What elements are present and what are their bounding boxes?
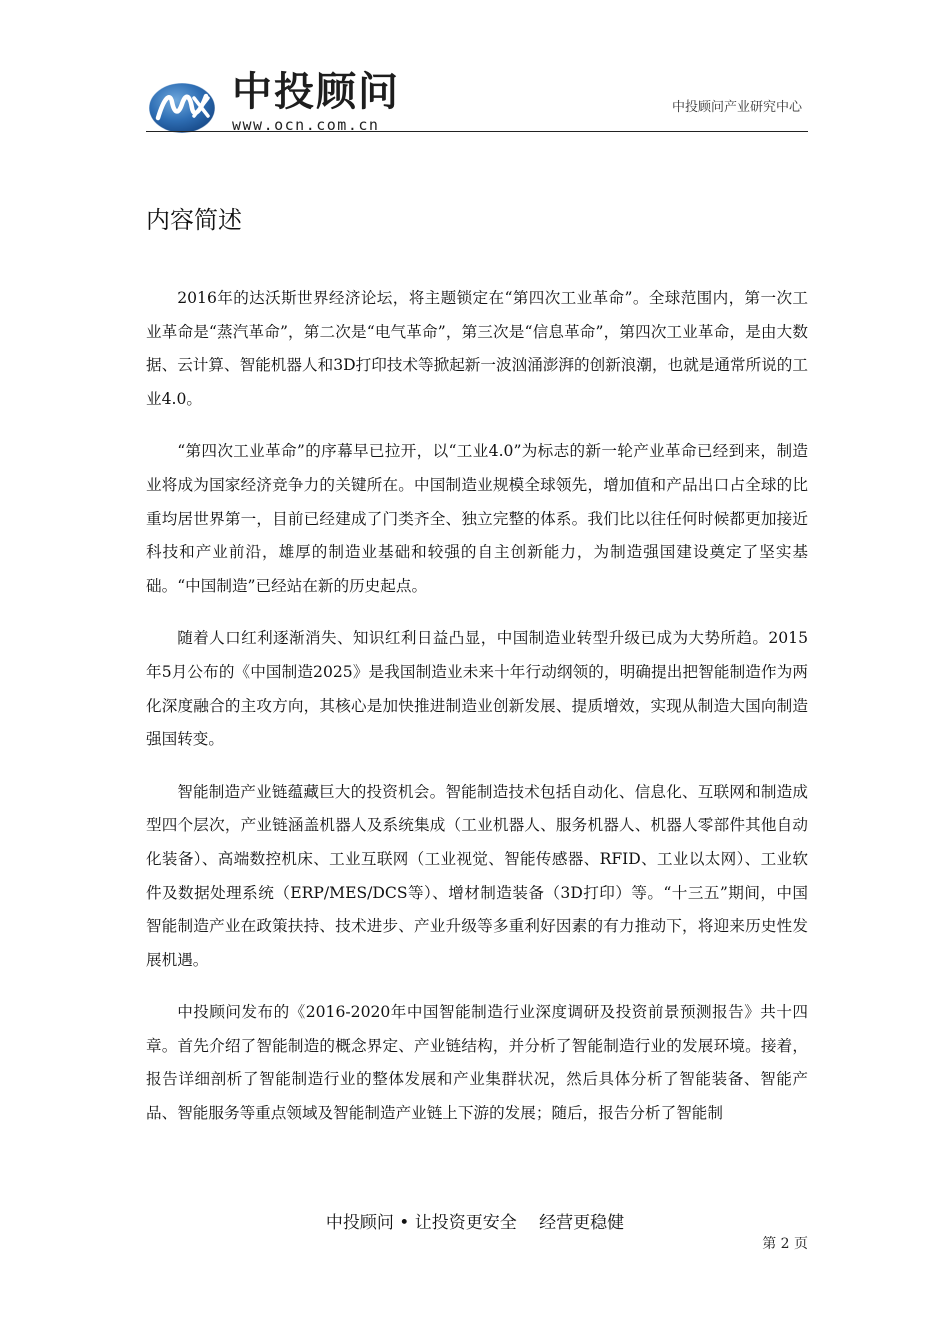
brand-name: 中投顾问: [232, 69, 400, 115]
paragraph: 2016年的达沃斯世界经济论坛，将主题锁定在“第四次工业革命”。全球范围内，第一次工业革命是“蒸汽革命”，第二次是“电气革命”，第三次是“信息革命”，第四次工业革命，是由大数据、云计算、智能机器人和3D打印技术等掀起新一波汹涌澎湃的创新浪潮，也就是通常所说的工业4.0。: [146, 289, 808, 408]
header-org-name: 中投顾问产业研究中心: [671, 100, 802, 115]
paragraph: 智能制造产业链蕴藏巨大的投资机会。智能制造技术包括自动化、信息化、互联网和制造成型四个层次，产业链涵盖机器人及系统集成（工业机器人、服务机器人、机器人零部件其他自动化装备）、高端数控机床、工业互联网（工业视觉、智能传感器、RFID、工业以太网）、工业软件及数据处理系统（ERP/MES/DCS等）、增材制造装备（3D打印）等。“十三五”期间，中国智能制造产业在政策扶持、技术进步、产业升级等多重利好因素的有力推动下，将迎来历史性发展机遇。: [146, 782, 808, 969]
paragraph: 随着人口红利逐渐消失、知识红利日益凸显，中国制造业转型升级已成为大势所趋。2015年5月公布的《中国制造2025》是我国制造业未来十年行动纲领的，明确提出把智能制造作为两化深度融合的主攻方向，其核心是加快推进制造业创新发展、提质增效，实现从制造大国向制造强国转变。: [146, 629, 808, 749]
page-header: [146, 68, 808, 134]
header-divider: [146, 131, 808, 132]
body-text: [146, 282, 808, 1150]
footer-slogan: 中投顾问 • 让投资更安全 经营更稳健: [325, 1213, 625, 1233]
paragraph: “第四次工业革命”的序幕早已拉开，以“工业4.0”为标志的新一轮产业革命已经到来，制造业将成为国家经济竞争力的关键所在。中国制造业规模全球领先，增加值和产品出口占全球的比重均居世界第一，目前已经建成了门类齐全、独立完整的体系。我们比以往任何时候都更加接近科技和产业前沿，雄厚的制造业基础和较强的自主创新能力，为制造强国建设奠定了坚实基础。“中国制造”已经站在新的历史起点。: [146, 442, 808, 595]
brand-url: www.ocn.com.cn: [232, 116, 380, 134]
page-number: 第 2 页: [762, 1236, 808, 1252]
paragraph: 中投顾问发布的《2016-2020年中国智能制造行业深度调研及投资前景预测报告》共十四章。首先介绍了智能制造的概念界定、产业链结构，并分析了智能制造行业的发展环境。接着，报告详细剖析了智能制造行业的整体发展和产业集群状况，然后具体分析了智能装备、智能产品、智能服务等重点领域及智能制造产业链上下游的发展；随后，报告分析了智能制: [146, 1003, 808, 1123]
ocn-globe-logo-icon: [146, 78, 224, 134]
section-title: 内容简述: [146, 206, 242, 235]
